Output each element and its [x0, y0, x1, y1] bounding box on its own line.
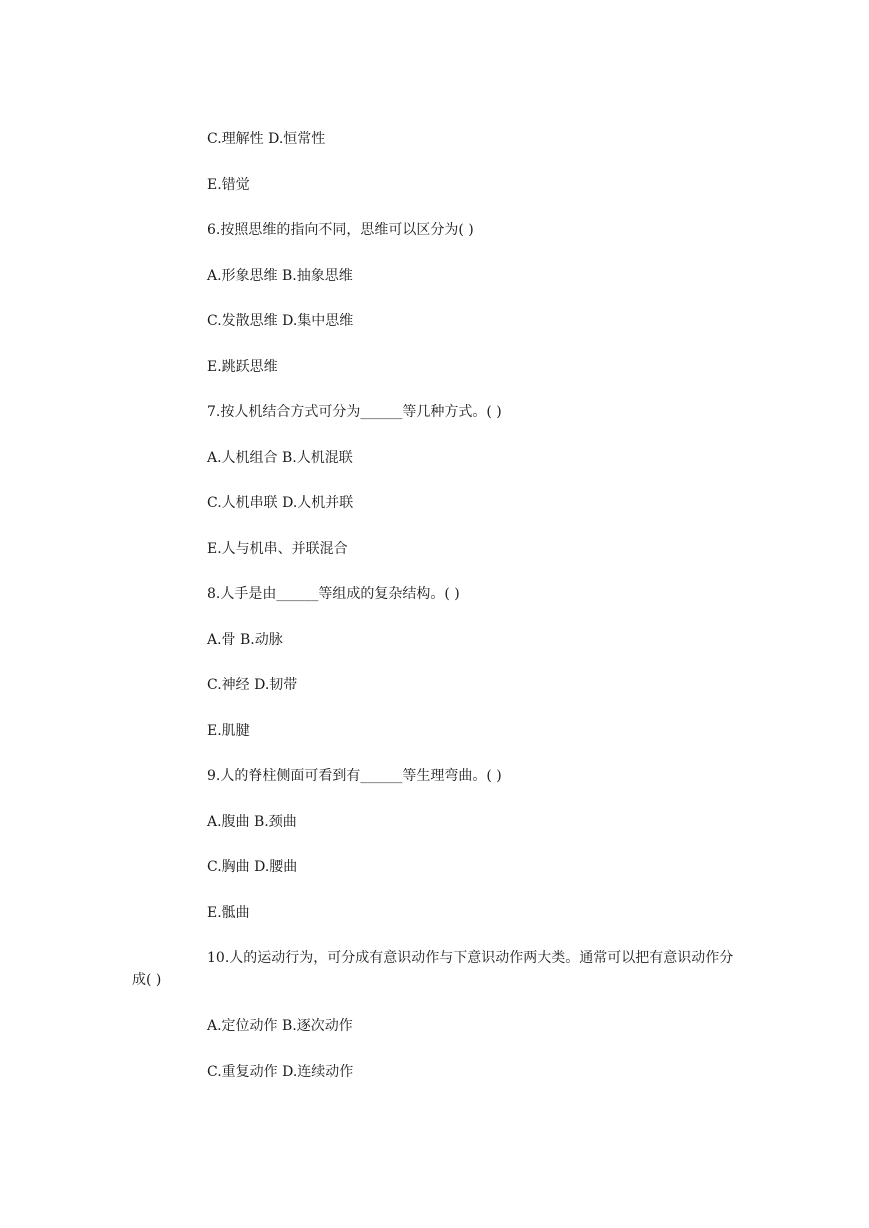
q9-options-a-b: A.腹曲 B.颈曲	[207, 814, 297, 830]
q7-options-a-b: A.人机组合 B.人机混联	[207, 450, 353, 466]
q10-options-a-b: A.定位动作 B.逐次动作	[207, 1018, 353, 1034]
question-10: 10.人的运动行为，可分成有意识动作与下意识动作两大类。通常可以把有意识动作分成( )	[132, 950, 734, 988]
q6-options-c-d: C.发散思维 D.集中思维	[207, 313, 354, 329]
q9-options-c-d: C.胸曲 D.腰曲	[207, 859, 298, 875]
q7-options-c-d: C.人机串联 D.人机并联	[207, 495, 354, 511]
q6-option-e: E.跳跃思维	[207, 359, 278, 375]
q8-options-c-d: C.神经 D.韧带	[207, 677, 298, 693]
question-9: 9.人的脊柱侧面可看到有______等生理弯曲。( )	[207, 768, 502, 784]
q10-options-c-d: C.重复动作 D.连续动作	[207, 1064, 354, 1080]
q5-options-c-d: C.理解性 D.恒常性	[207, 131, 326, 147]
question-8: 8.人手是由______等组成的复杂结构。( )	[207, 586, 460, 602]
q5-option-e: E.错觉	[207, 177, 250, 193]
q6-options-a-b: A.形象思维 B.抽象思维	[207, 268, 353, 284]
question-7: 7.按人机结合方式可分为______等几种方式。( )	[207, 404, 502, 420]
q7-option-e: E.人与机串、并联混合	[207, 541, 348, 557]
q8-option-e: E.肌腱	[207, 723, 250, 739]
q9-option-e: E.骶曲	[207, 905, 250, 921]
q8-options-a-b: A.骨 B.动脉	[207, 632, 283, 648]
question-6: 6.按照思维的指向不同，思维可以区分为( )	[207, 222, 474, 238]
